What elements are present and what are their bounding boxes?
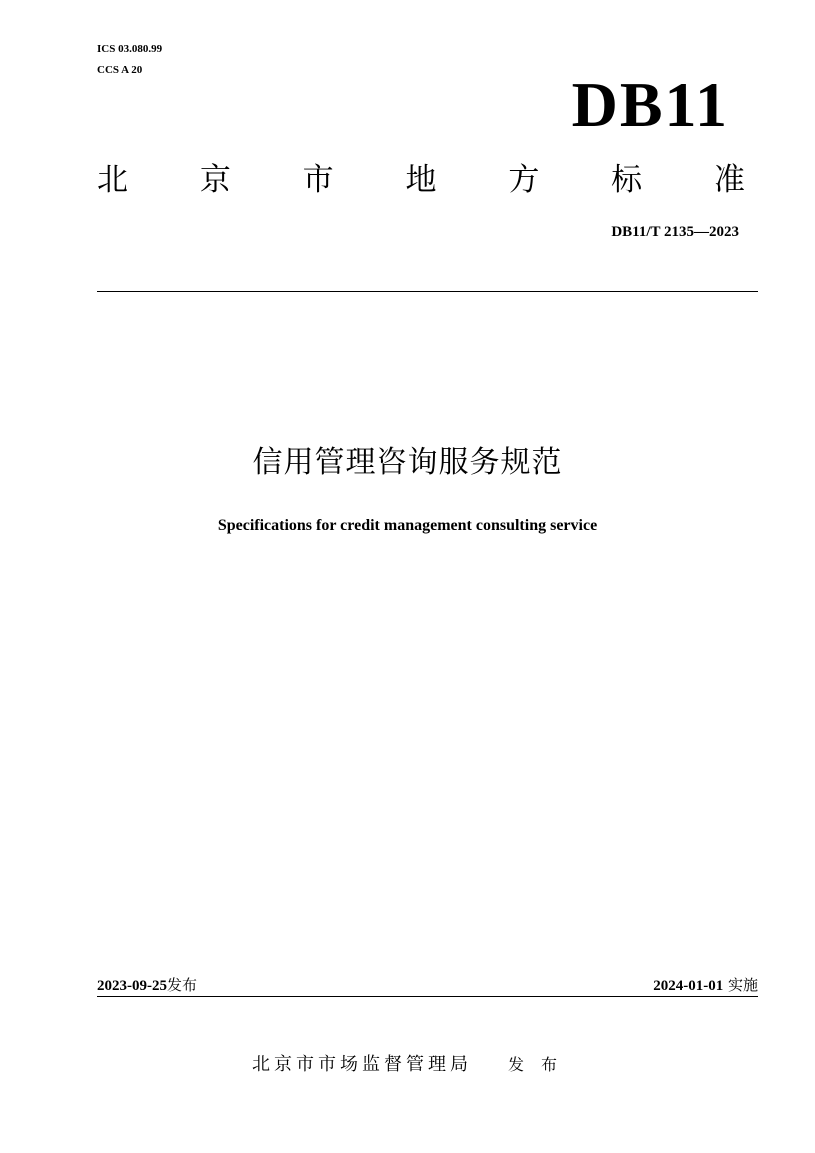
implement-date-block: [653, 976, 758, 995]
standard-category-title: [97, 160, 745, 200]
category-char: 市: [302, 162, 334, 198]
header-divider: [97, 291, 758, 292]
standard-number: DB11/T 2135—2023: [611, 224, 739, 240]
ics-code: ICS 03.080.99: [97, 43, 163, 55]
standard-code: DB11: [571, 69, 729, 140]
implement-date: 2024-01-01: [653, 978, 724, 994]
publish-date-block: [97, 976, 197, 995]
category-char: 京: [199, 162, 231, 198]
category-char: 方: [508, 162, 540, 198]
issuer-action: 发 布: [507, 1055, 564, 1074]
category-char: 准: [713, 162, 745, 198]
footer-divider: [97, 996, 758, 997]
category-char: 标: [611, 162, 643, 198]
publish-label: 发布: [167, 976, 198, 994]
implement-label: 实施: [727, 976, 758, 994]
category-char: 北: [97, 162, 128, 198]
publish-date: 2023-09-25: [97, 978, 167, 994]
category-char: 地: [405, 162, 437, 198]
issuer-name: 北京市市场监督管理局: [251, 1054, 472, 1075]
issuer-row: [0, 1053, 815, 1077]
document-title-english: Specifications for credit management consulting service: [217, 517, 598, 534]
ccs-code: CCS A 20: [97, 64, 143, 76]
document-title: 信用管理咨询服务规范: [252, 445, 563, 480]
